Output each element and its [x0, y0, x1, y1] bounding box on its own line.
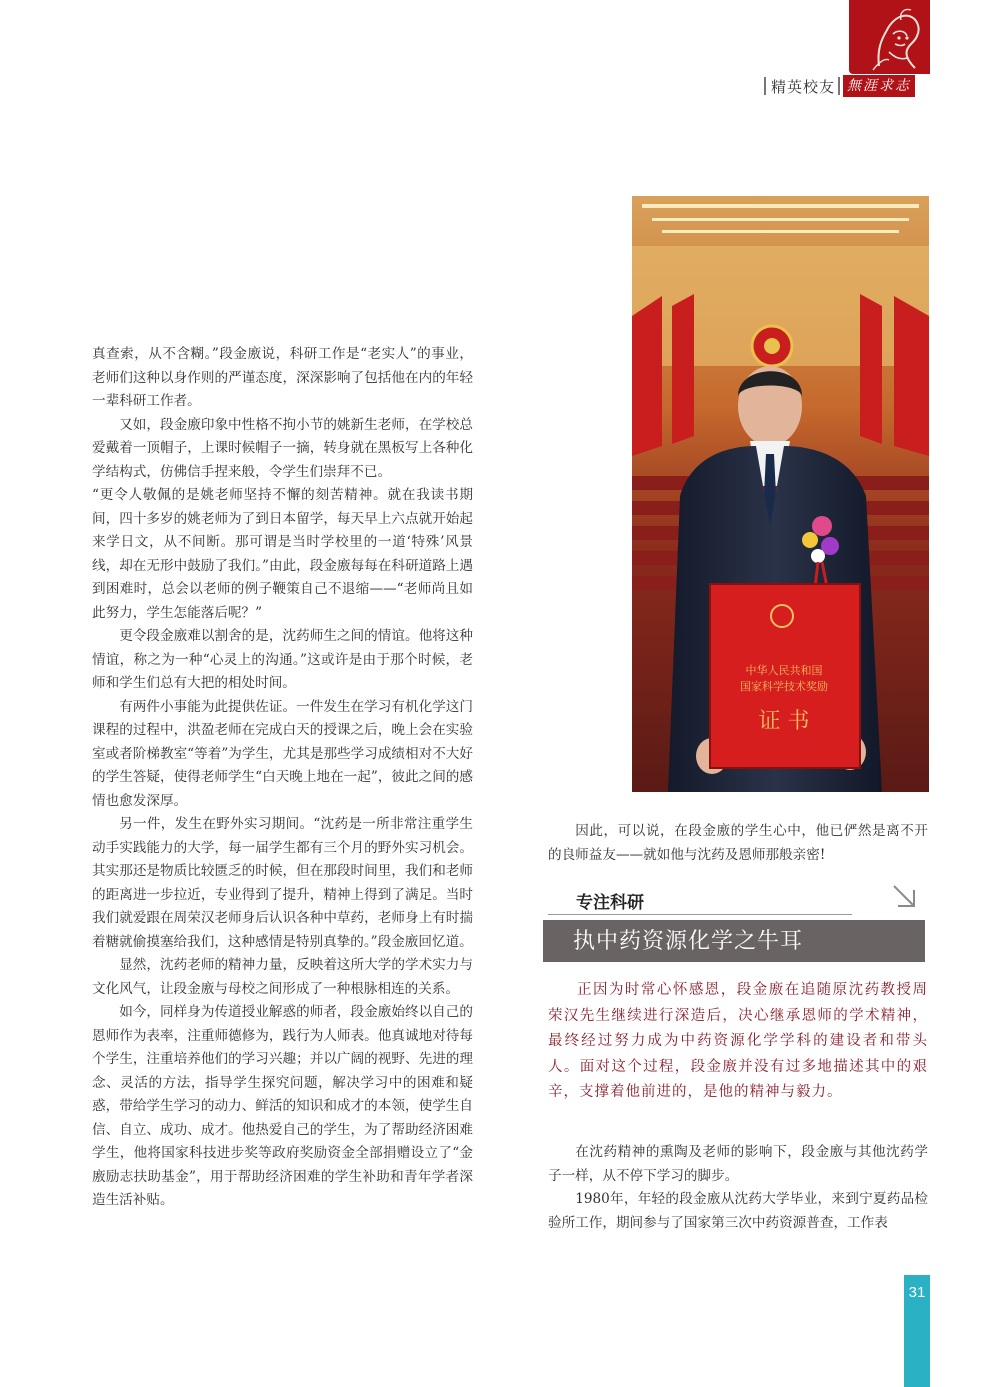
running-header — [764, 75, 930, 97]
paragraph: 真查索，从不含糊。”段金廒说，科研工作是“老实人”的事业，老师们这种以身作则的严谨态度，深深影响了包括他在内的年轻一辈科研工作者。 — [92, 346, 473, 409]
award-ceremony-illustration — [632, 196, 929, 792]
header-magazine-name: 無涯求志 — [843, 75, 915, 97]
right-column-text-top — [548, 820, 928, 867]
magazine-logo — [849, 0, 930, 74]
paragraph: 另一件，发生在野外实习期间。“沈药是一所非常注重学生动手实践能力的大学，每一届学生都有三个月的野外实习机会。其实那还是物质比较匮乏的时候，但在那段时间里，我们和老师的距离进一步拉近，专业得到了提升，精神上得到了满足。当时我们就爱跟在周荣汉老师身后认识各种中草药，老师身上有时揣着糖就偷摸塞给我们，这种感情是特别真挚的。”段金廒回忆道。 — [92, 816, 473, 950]
arrow-down-right-icon — [890, 882, 920, 912]
section-rule — [548, 914, 852, 915]
scholar-portrait-icon — [849, 0, 930, 74]
lead-paragraph: 正因为时常心怀感恩，段金廒在追随原沈药教授周荣汉先生继续进行深造后，决心继承恩师的学术精神，最终经过努力成为中药资源化学学科的建设者和带头人。面对这个过程，段金廒并没有过多地描述其中的艰辛，支撑着他前进的，是他的精神与毅力。 — [548, 982, 928, 1100]
page-number: 31 — [908, 1284, 926, 1301]
paragraph: 如今，同样身为传道授业解惑的师者，段金廒始终以自己的恩师作为表率，注重师德修为，践行为人师表。他真诚地对待每个学生，注重培养他们的学习兴趣；并以广阔的视野、先进的理念、灵活的方法，指导学生探究问题，解决学习中的困难和疑惑，带给学生学习的动力、鲜活的知识和成才的本领，使学生自信、自立、成功、成才。他热爱自己的学生，为了帮助经济困难学生，他将国家科技进步奖等政府奖励资金全部捐赠设立了“金廒励志扶助基金”，用于帮助经济困难的学生补助和青年学者深造生活补贴。 — [92, 1004, 473, 1208]
paragraph: 显然，沈药老师的精神力量，反映着这所大学的学术实力与文化风气，让段金廒与母校之间形成了一种根脉相连的关系。 — [92, 957, 473, 997]
header-divider — [838, 77, 840, 95]
certificate-line2: 国家科学技术奖励 — [740, 680, 828, 693]
certificate-line1: 中华人民共和国 — [745, 664, 823, 677]
section-label: 专注科研 — [576, 893, 644, 912]
award-photo — [632, 196, 929, 792]
header-section-name: 精英校友 — [771, 78, 836, 96]
header-divider — [764, 77, 766, 95]
paragraph: 1980年，年轻的段金廒从沈药大学毕业，来到宁夏药品检验所工作，期间参与了国家第三次中药资源普查，工作表 — [548, 1191, 928, 1231]
paragraph: 更令段金廒难以割舍的是，沈药师生之间的情谊。他将这种情谊，称之为一种“心灵上的沟通。”这或许是由于那个时候，老师和学生们总有大把的相处时间。 — [92, 628, 473, 691]
paragraph: 有两件小事能为此提供佐证。一件发生在学习有机化学这门课程的过程中，洪盈老师在完成白天的授课之后，晚上会在实验室或者阶梯教室“等着”为学生，尤其是那些学习成绩相对不大好的学生答疑，使得老师学生“白天晚上地在一起”，彼此之间的感情也愈发深厚。 — [92, 698, 473, 809]
paragraph: 因此，可以说，在段金廒的学生心中，他已俨然是离不开的良师益友——就如他与沈药及恩师那般亲密! — [548, 823, 928, 863]
paragraph: “更令人敬佩的是姚老师坚持不懈的刻苦精神。就在我读书期间，四十多岁的姚老师为了到日本留学，每天早上六点就开始起来学日文，从不间断。那可谓是当时学校里的一道‘特殊’风景线，却在无形中鼓励了我们。”由此，段金廒每每在科研道路上遇到困难时，总会以老师的例子鞭策自己不退缩——“老师尚且如此努力，学生怎能落后呢？” — [92, 487, 473, 621]
paragraph: 在沈药精神的熏陶及老师的影响下，段金廒与其他沈药学子一样，从不停下学习的脚步。 — [548, 1144, 928, 1184]
right-column-text-bottom — [548, 1141, 928, 1235]
section-banner: 执中药资源化学之牛耳 — [543, 920, 925, 962]
certificate-title: 证 书 — [758, 709, 810, 734]
paragraph: 又如，段金廒印象中性格不拘小节的姚新生老师，在学校总爱戴着一顶帽子，上课时候帽子一摘，转身就在黑板写上各种化学结构式，仿佛信手捏来般，令学生们崇拜不已。 — [92, 416, 473, 480]
left-column-text — [92, 343, 473, 1213]
